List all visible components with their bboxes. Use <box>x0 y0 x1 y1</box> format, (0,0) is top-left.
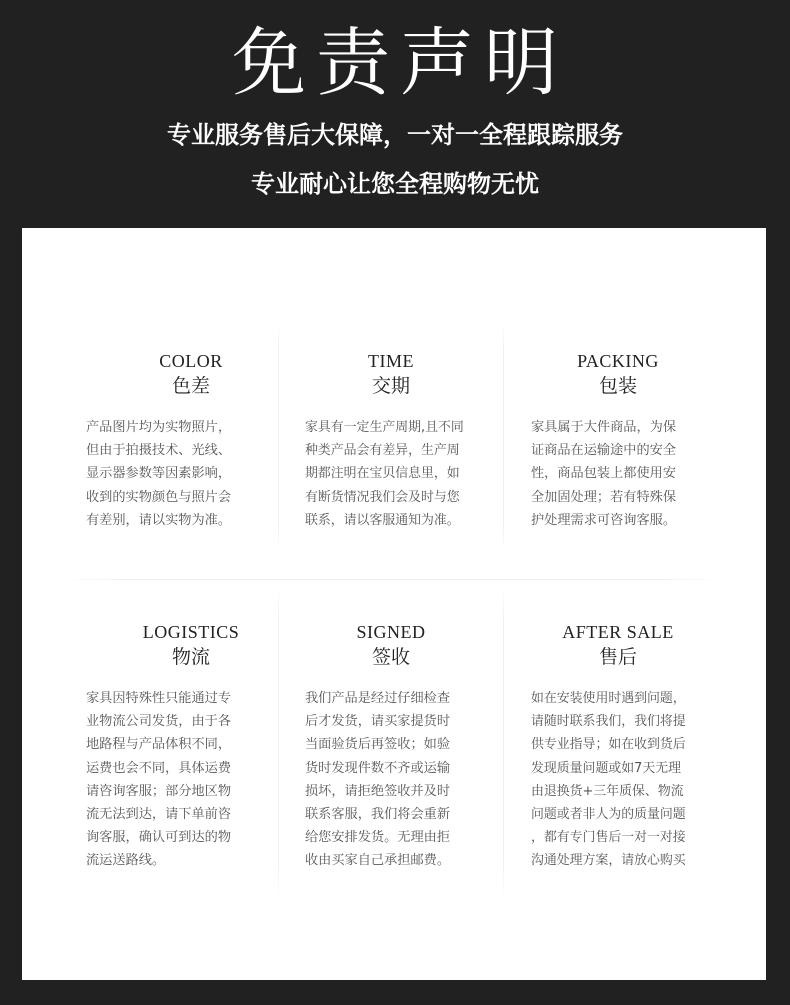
section-body: 家具因特殊性只能通过专 业物流公司发货，由于各 地路程与产品体积不同， 运费也会不同，具体运费 请咨询客服；部分地区物 流无法到达，请下单前咨 询客服，确认可到达的物 流运送路线。 <box>86 691 232 869</box>
section-title-cn: 签收 <box>371 646 410 668</box>
section-packing <box>505 351 731 532</box>
shopping-assurance-subtitle: 专业耐心让您全程购物无忧 <box>251 170 539 198</box>
section-title-en: COLOR <box>159 351 223 371</box>
section-title-en: SIGNED <box>356 622 426 642</box>
disclaimer-header <box>0 0 790 228</box>
disclaimer-panel <box>22 228 766 980</box>
section-body: 我们产品是经过仔细检查 后才发货，请买家提货时 当面验货后再签收；如验 货时发现件数不齐或运输 损坏，请拒绝签收并及时 联系客服，我们将会重新 给您安排发货。无理由拒 收由买家自己承担邮费。 <box>305 691 451 869</box>
row-divider <box>62 579 722 580</box>
section-title-cn: 物流 <box>171 646 210 668</box>
section-body: 家具有一定生产周期,且不同 种类产品会有差异，生产周 期都注明在宝贝信息里，如 有断货情况我们会及时与您 联系，请以客服通知为准。 <box>305 420 464 528</box>
section-body: 如在安装使用时遇到问题， 请随时联系我们，我们将提 供专业指导；如在收到货后 发现质量问题或如7天无理 由退换货+三年质保、物流 问题或者非人为的质量问题 ，都有专门售后一对一对接 沟通处理方案，请放心购买 <box>531 691 686 869</box>
section-color <box>78 351 304 532</box>
section-signed <box>278 622 504 873</box>
page-title: 免责声明 <box>232 20 568 106</box>
section-logistics <box>78 622 304 873</box>
section-after-sale <box>505 622 731 873</box>
section-title-cn: 售后 <box>598 646 637 668</box>
section-title-cn: 包装 <box>598 375 637 397</box>
section-title-en: AFTER SALE <box>562 622 674 642</box>
section-title-cn: 交期 <box>371 375 410 397</box>
section-title-cn: 色差 <box>171 375 210 397</box>
section-title-en: PACKING <box>577 351 659 371</box>
section-title-en: LOGISTICS <box>142 622 240 642</box>
section-body: 产品图片均为实物照片， 但由于拍摄技术、光线、 显示器参数等因素影响， 收到的实物颜色与照片会 有差别，请以实物为准。 <box>86 420 232 528</box>
section-time <box>278 351 504 532</box>
section-title-en: TIME <box>368 351 414 371</box>
service-guarantee-subtitle: 专业服务售后大保障，一对一全程跟踪服务 <box>167 121 623 149</box>
section-body: 家具属于大件商品，为保 证商品在运输途中的安全 性，商品包装上都使用安 全加固处理；若有特殊保 护处理需求可咨询客服。 <box>531 420 677 528</box>
